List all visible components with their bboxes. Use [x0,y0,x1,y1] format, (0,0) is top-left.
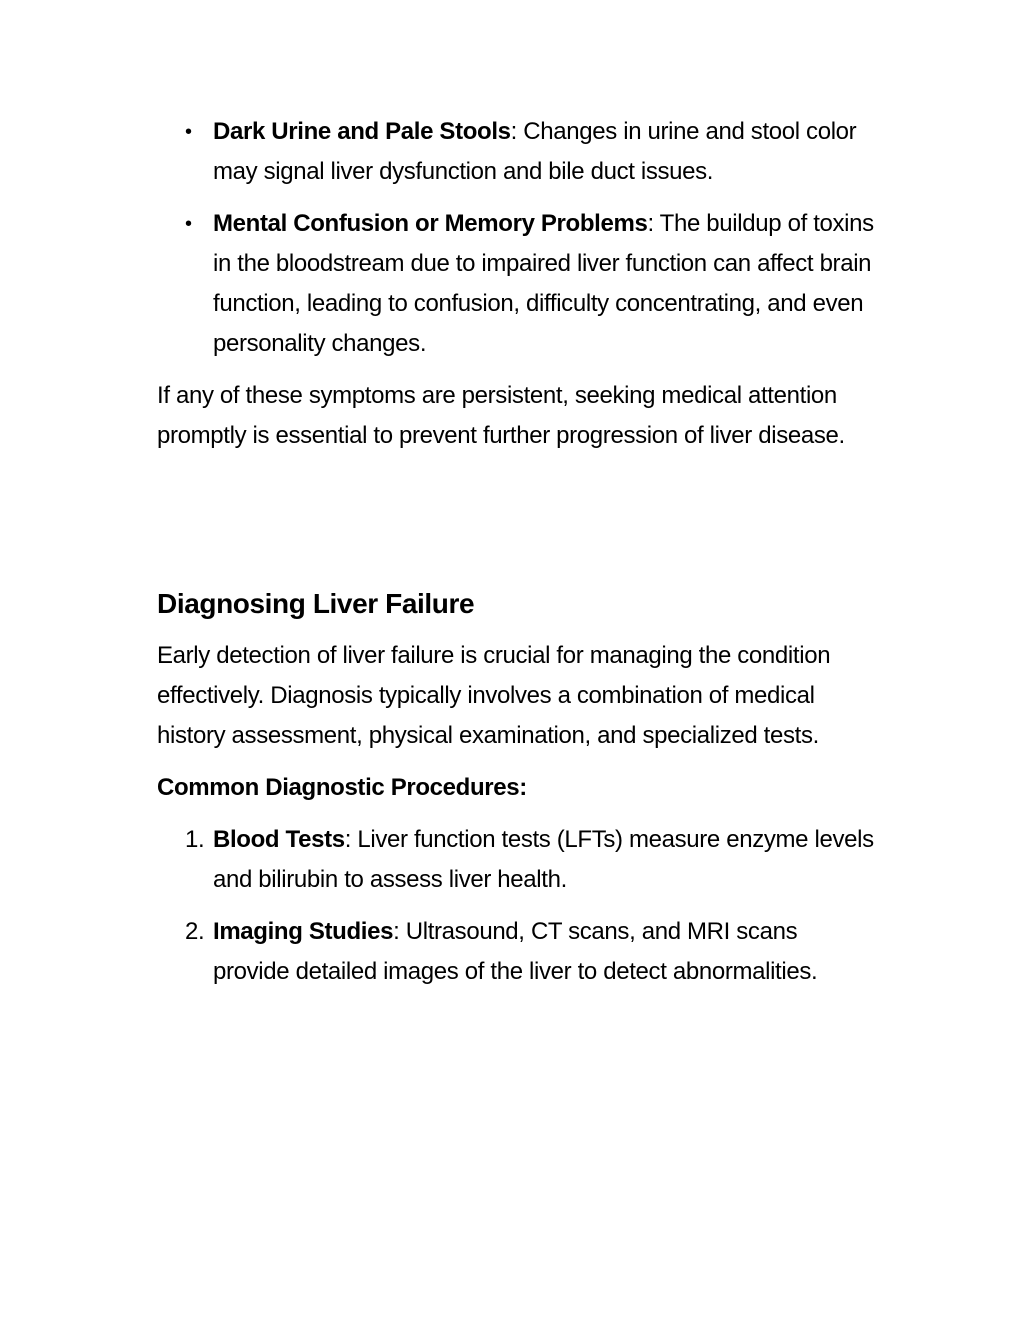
section-spacer [157,468,877,584]
list-number: 2. [185,918,205,945]
procedure-term: Imaging Studies [213,918,394,945]
list-item [157,204,877,364]
procedure-text: : Liver function tests (LFTs) measure enzyme levels and bilirubin to assess liver health. [213,826,874,893]
document-page [157,112,877,1004]
section-heading: Diagnosing Liver Failure [157,588,475,619]
procedure-text: : Ultrasound, CT scans, and MRI scans provide detailed images of the liver to detect abnormalities. [213,918,818,985]
list-item [157,112,877,192]
bullet-icon: • [185,121,192,143]
symptom-bullet-list [157,112,877,364]
procedures-list [157,820,877,992]
closing-paragraph: If any of these symptoms are persistent, seeking medical attention promptly is essential to prevent further progression of liver disease. [157,382,845,449]
bullet-icon: • [185,213,192,235]
procedures-subheading: Common Diagnostic Procedures: [157,774,527,801]
bullet-text: : Changes in urine and stool color may signal liver dysfunction and bile duct issues. [213,118,857,185]
list-number: 1. [185,826,205,853]
intro-paragraph: Early detection of liver failure is crucial for managing the condition effectively. Diagnosis typically involves a combination of medical history assessment, physical examination, and specialized tests. [157,642,831,749]
bullet-text: : The buildup of toxins in the bloodstream due to impaired liver function can affect brain function, leading to confusion, difficulty concentrating, and even personality changes. [213,210,874,357]
procedure-term: Blood Tests [213,826,345,853]
list-item [157,820,877,900]
bullet-term: Mental Confusion or Memory Problems [213,210,648,237]
list-item [157,912,877,992]
bullet-term: Dark Urine and Pale Stools [213,118,511,145]
